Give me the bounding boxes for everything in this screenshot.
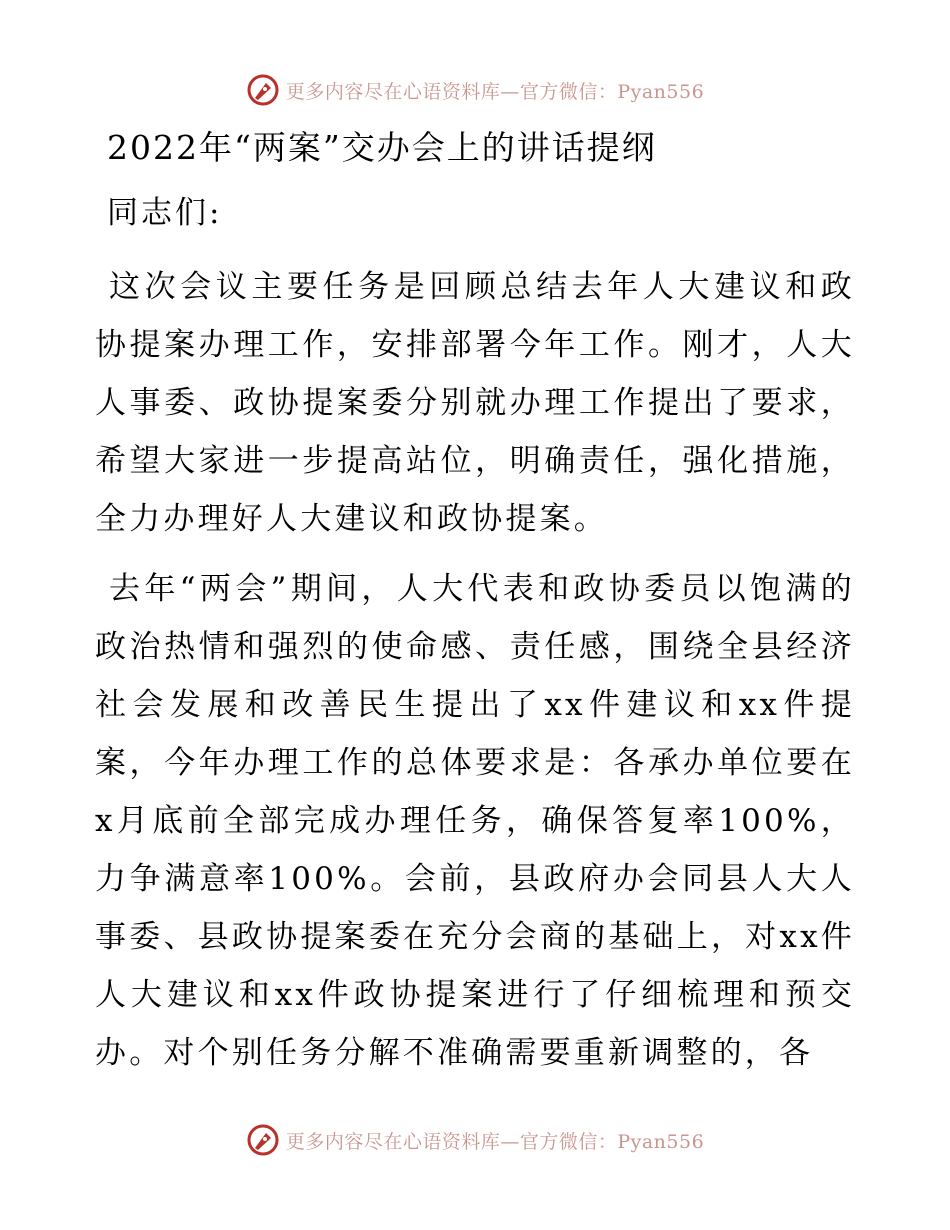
paragraph: 去年“两会”期间，人大代表和政协委员以饱满的政治热情和强烈的使命感、责任感，围绕全县经济社会发展和改善民生提出了xx件建议和xx件提案，今年办理工作的总体要求是：各承办单位要在x月底前全部完成办理任务，确保答复率100%，力争满意率100%。会前，县政府办会同县人大人事委、县政协提案委在充分会商的基础上，对xx件人大建议和xx件政协提案进行了仔细梳理和预交办。对个别任务分解不准确需要重新调整的，各	[95, 571, 855, 1071]
pen-nib-logo-icon	[246, 73, 280, 107]
watermark-footer	[0, 1120, 950, 1160]
salutation: 同志们:	[107, 195, 223, 231]
document-title: 2022年“两案”交办会上的讲话提纲	[107, 128, 657, 167]
pen-nib-logo-icon	[246, 1123, 280, 1157]
document-body	[95, 118, 855, 1094]
watermark-text: 更多内容尽在心语资料库—官方微信：Pyan556	[285, 1130, 705, 1153]
watermark-header	[0, 70, 950, 110]
watermark-text: 更多内容尽在心语资料库—官方微信：Pyan556	[285, 80, 705, 103]
paragraph: 这次会议主要任务是回顾总结去年人大建议和政协提案办理工作，安排部署今年工作。刚才，人大人事委、政协提案委分别就办理工作提出了要求，希望大家进一步提高站位，明确责任，强化措施，全力办理好人大建议和政协提案。	[95, 269, 855, 537]
